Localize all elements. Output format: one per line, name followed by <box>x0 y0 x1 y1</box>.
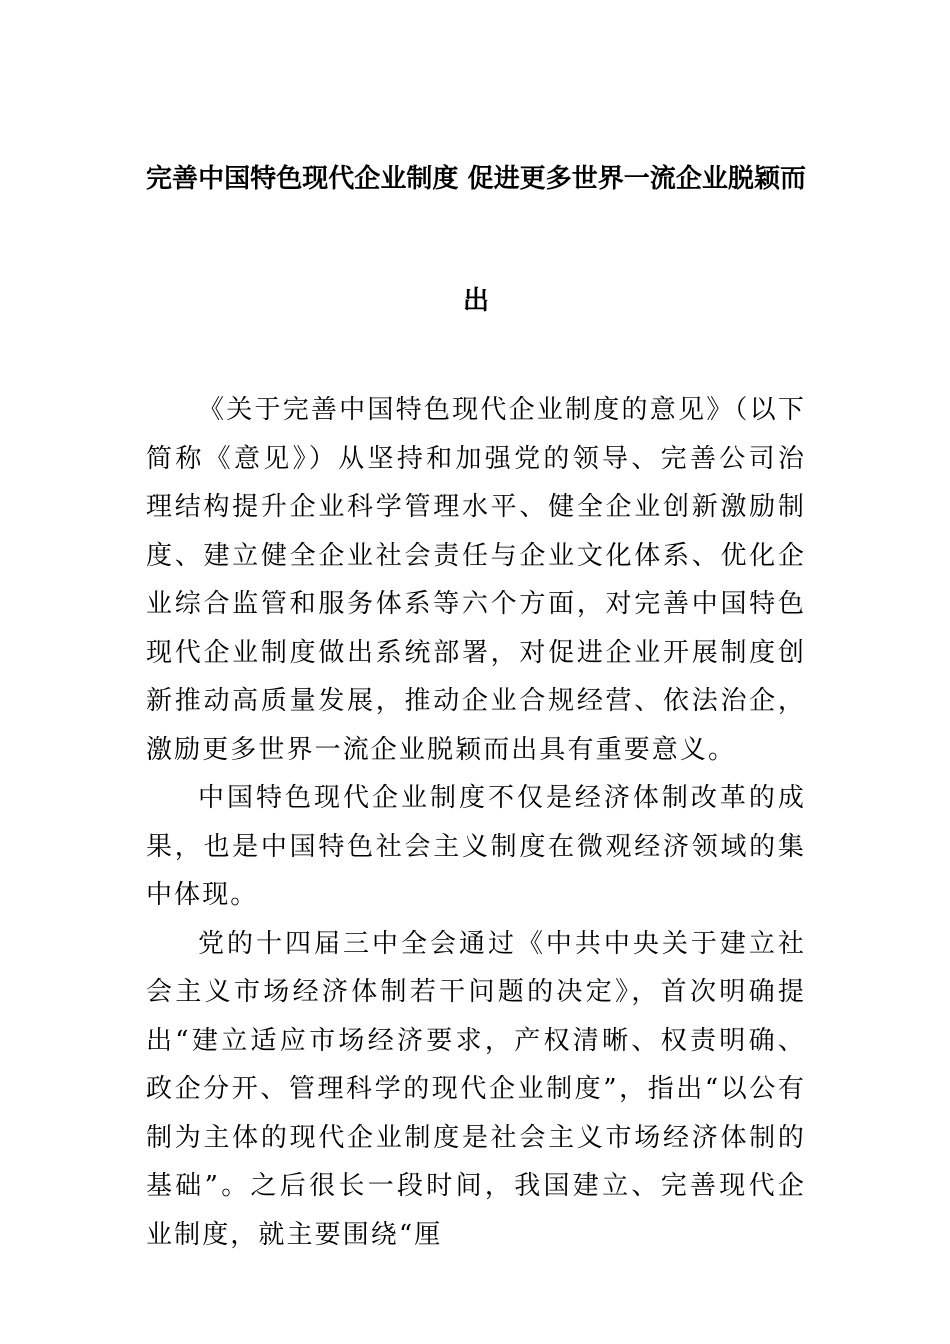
document-title <box>146 156 806 324</box>
paragraph-3: 党的十四届三中全会通过《中共中央关于建立社会主义市场经济体制若干问题的决定》，首次明确提出“建立适应市场经济要求，产权清晰、权责明确、政企分开、管理科学的现代企业制度”，指出“以公有制为主体的现代企业制度是社会主义市场经济体制的基础”。之后很长一段时间，我国建立、完善现代企业制度，就主要围绕“厘 <box>146 928 806 1250</box>
document-body <box>146 386 806 1259</box>
paragraph-1: 《关于完善中国特色现代企业制度的意见》（以下简称《意见》）从坚持和加强党的领导、完善公司治理结构提升企业科学管理水平、健全企业创新激励制度、建立健全企业社会责任与企业文化体系、优化企业综合监管和服务体系等六个方面，对完善中国特色现代企业制度做出系统部署，对促进企业开展制度创新推动高质量发展，推动企业合规经营、依法治企，激励更多世界一流企业脱颖而出具有重要意义。 <box>146 395 806 765</box>
paragraph-2: 中国特色现代企业制度不仅是经济体制改革的成果，也是中国特色社会主义制度在微观经济领域的集中体现。 <box>146 783 806 910</box>
title-line-1: 完善中国特色现代企业制度 促进更多世界一流企业脱颖而 <box>146 164 806 194</box>
title-line-2: 出 <box>462 286 489 316</box>
